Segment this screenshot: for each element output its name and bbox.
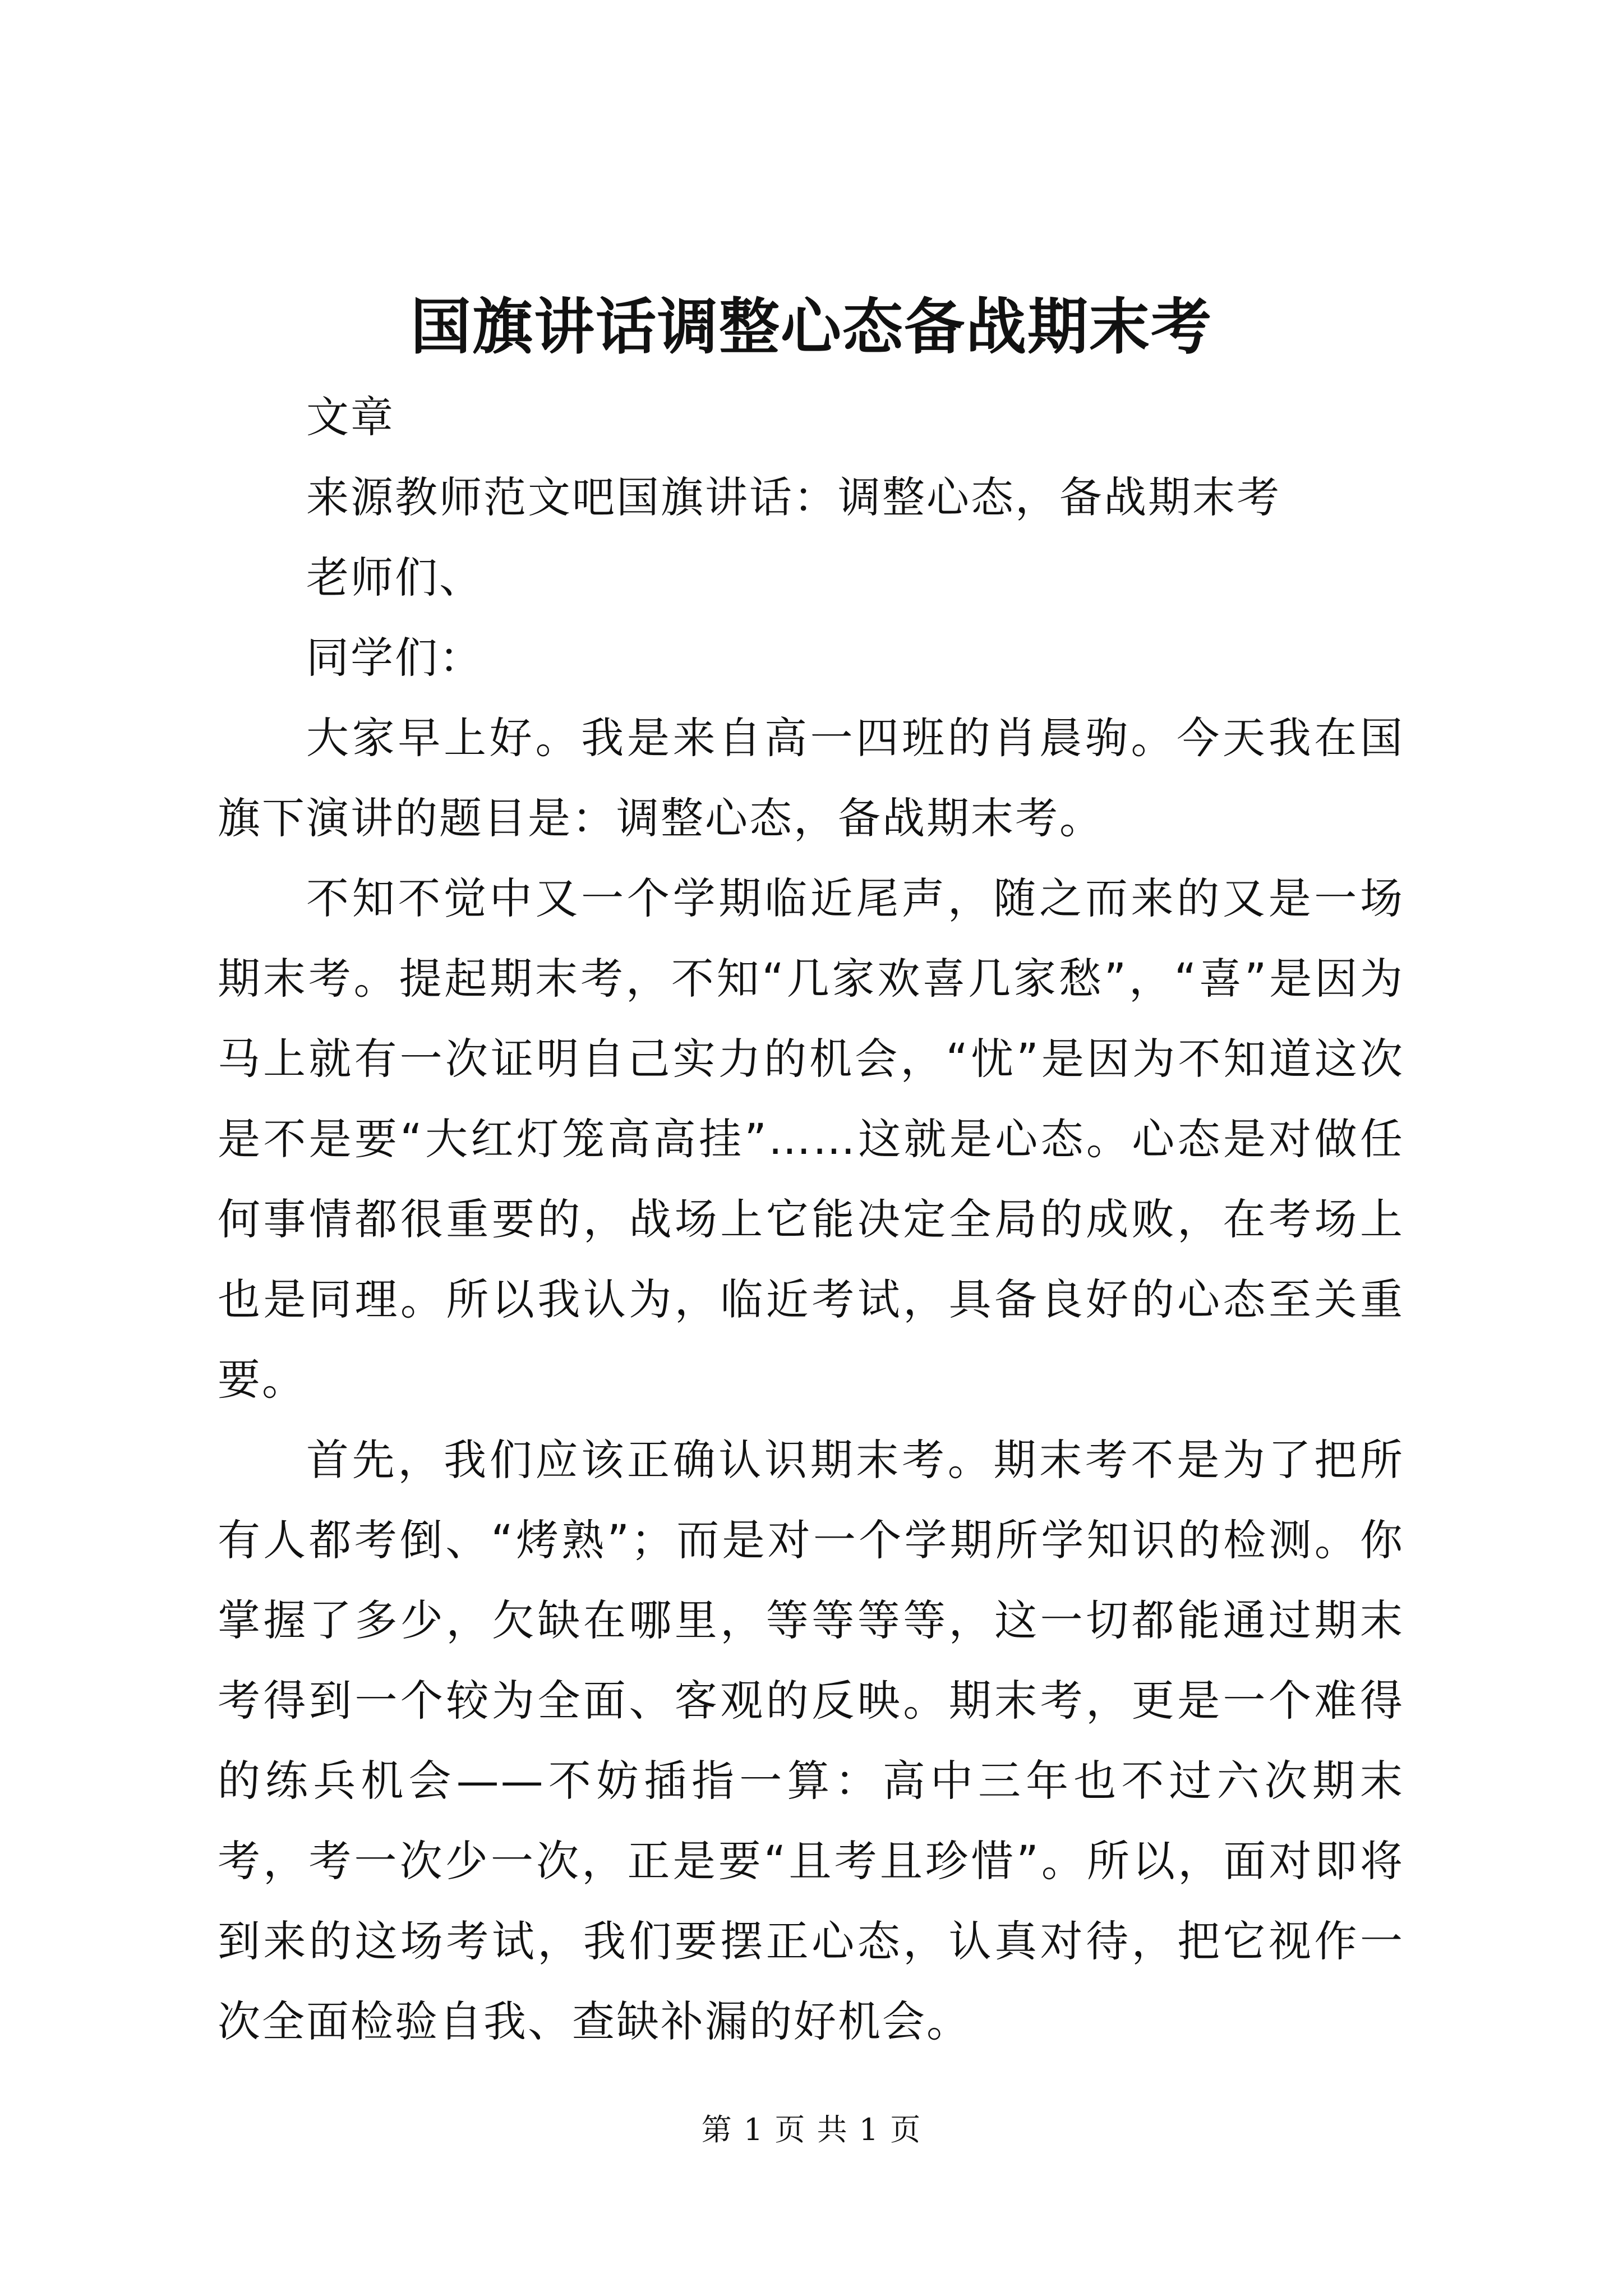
- paragraph-greeting-students: 同学们：: [306, 633, 483, 683]
- paragraph-article-label: 文章: [306, 392, 395, 442]
- paragraph-greeting-teachers: 老师们、: [306, 553, 483, 602]
- page-footer: 第 1 页 共 1 页: [701, 2112, 922, 2147]
- document-title: 国旗讲话调整心态备战期末考: [410, 292, 1212, 362]
- document-body: [218, 377, 1404, 2062]
- paragraph-mindset: 不知不觉中又一个学期临近尾声，随之而来的又是一场期末考。提起期末考，不知“几家欢喜几家愁”，“喜”是因为马上就有一次证明自己实力的机会，“忧”是因为不知道这次是不是要“大红灯笼高高挂”……这就是心态。心态是对做任何事情都很重要的，战场上它能决定全局的成败，在考场上也是同理。所以我认为，临近考试，具备良好的心态至关重要。: [218, 873, 1404, 1405]
- paragraph-source: 来源教师范文吧国旗讲话：调整心态，备战期末考: [306, 472, 1281, 522]
- paragraph-first-point: 首先，我们应该正确认识期末考。期末考不是为了把所有人都考倒、“烤熟”；而是对一个学期所学知识的检测。你掌握了多少，欠缺在哪里，等等等等，这一切都能通过期末考得到一个较为全面、客观的反映。期末考，更是一个难得的练兵机会——不妨插指一算：高中三年也不过六次期末考，考一次少一次，正是要“且考且珍惜”。所以，面对即将到来的这场考试，我们要摆正心态，认真对待，把它视作一次全面检验自我、查缺补漏的好机会。: [218, 1435, 1404, 2046]
- paragraph-introduction: 大家早上好。我是来自高一四班的肖晨驹。今天我在国旗下演讲的题目是：调整心态，备战期末考。: [218, 713, 1404, 843]
